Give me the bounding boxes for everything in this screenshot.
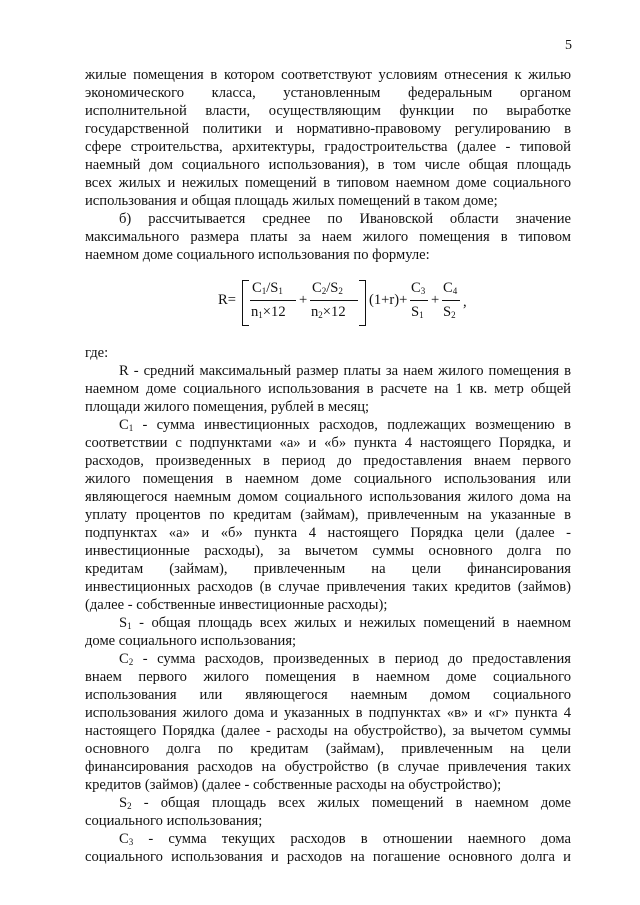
formula-left-bracket: [242, 280, 249, 326]
text-line: использования жилого дома и указанных в подпунктах «в» и «г» пункта 4: [85, 705, 571, 721]
text-line: использования или являющегося наемным домом социального: [85, 687, 571, 703]
text-line: государственной политики и нормативно-правовому регулированию в: [85, 121, 571, 137]
fraction-3-bar: [410, 300, 428, 301]
text-line: $C_1$ - сумма инвестиционных расходов, подлежащих возмещению в: [119, 417, 571, 433]
formula-comma: ,: [463, 294, 467, 310]
text-line: экономического класса, установленным федеральным органом: [85, 85, 571, 101]
text-line: $S_1$ - общая площадь всех жилых и нежилых помещений в наемном: [119, 615, 571, 631]
text-line: площади жилого помещения, рублей в месяц;: [85, 399, 370, 415]
formula: [218, 278, 478, 326]
fraction-4-numerator: $C_4$: [443, 280, 458, 296]
text-line: $C_2$ - сумма расходов, произведенных в период до предоставления: [119, 651, 571, 667]
text-line: кредитов (займов) (далее - собственные расходы на обустройство);: [85, 777, 502, 793]
text-line: основного долга по кредитам (займам), привлеченным на цели: [85, 741, 571, 757]
text-line: являющегося наемным домом социального использования жилого дома на: [85, 489, 571, 505]
text-line: жилого помещения в наемном доме социального использования или: [85, 471, 571, 487]
formula-plus: +: [299, 292, 308, 308]
text-line: где:: [85, 345, 109, 361]
formula-lhs: R=: [218, 292, 236, 308]
text-line: всех жилых и нежилых помещений в типовом наемном доме социального: [85, 175, 571, 191]
text-line: соответствии с подпунктами «а» и «б» пункта 4 настоящего Порядка, и: [85, 435, 571, 451]
text-line: максимального размера платы за наем жилого помещения в типовом: [85, 229, 571, 245]
formula-plus: +: [431, 292, 440, 308]
text-line: сфере строительства, архитектуры, градостроительства (далее - типовой: [85, 139, 571, 155]
text-line: $C_3$ - сумма текущих расходов в отношении наемного дома: [119, 831, 571, 847]
text-line: жилые помещения в котором соответствуют условиям отнесения к жилью: [85, 67, 571, 83]
text-line: финансирования расходов на обустройство (в случае привлечения таких: [85, 759, 571, 775]
text-line: б) рассчитывается среднее по Ивановской области значение: [119, 211, 571, 227]
text-line: $S_2$ - общая площадь всех жилых помещений в наемном доме: [119, 795, 571, 811]
text-line: кредитам (займам), привлеченным на цели финансирования: [85, 561, 571, 577]
formula-right-bracket: [359, 280, 366, 326]
text-line: инвестиционных расходов (в случае привлечения таких кредитов (займов): [85, 579, 571, 595]
fraction-2-numerator: $C_2/S_2$: [312, 280, 343, 296]
text-line: наемном доме социального использования в расчете на 1 кв. метр общей: [85, 381, 571, 397]
text-line: расходов, произведенных в период до предоставления внаем первого: [85, 453, 571, 469]
text-line: настоящего Порядка (далее - расходы на обустройство), за вычетом суммы: [85, 723, 571, 739]
fraction-1-numerator: $C_1/S_1$: [252, 280, 283, 296]
text-line: инвестиционные расходы), за вычетом суммы основного долга по: [85, 543, 571, 559]
fraction-1-bar: [250, 300, 296, 301]
text-line: использования и общая площадь жилых помещений в таком доме;: [85, 193, 498, 209]
fraction-4-denominator: $S_2$: [443, 304, 456, 320]
text-line: подпунктах «а» и «б» пункта 4 настоящего Порядка цели (далее -: [85, 525, 571, 541]
text-line: (далее - собственные инвестиционные расходы);: [85, 597, 388, 613]
text-line: социального использования;: [85, 813, 263, 829]
text-line: доме социального использования;: [85, 633, 297, 649]
fraction-3-denominator: $S_1$: [411, 304, 424, 320]
text-line: уплату процентов по кредитам (займам), привлеченным на указанные в: [85, 507, 571, 523]
fraction-3-numerator: $C_3$: [411, 280, 426, 296]
fraction-2-bar: [310, 300, 358, 301]
fraction-2-denominator: $n_2\times 12$: [311, 304, 346, 320]
page-number: 5: [565, 38, 572, 53]
text-line: R - средний максимальный размер платы за наем жилого помещения в: [119, 363, 571, 379]
text-line: исполнительной власти, осуществляющим функции по выработке: [85, 103, 571, 119]
text-line: социального использования и расходов на погашение основного долга и: [85, 849, 571, 865]
text-line: наемном доме социального использования по формуле:: [85, 247, 430, 263]
formula-multiplier: (1+r)+: [369, 292, 408, 308]
text-line: внаем первого жилого помещения в наемном доме социального: [85, 669, 571, 685]
text-line: наемный дом социального использования), в том числе общая площадь: [85, 157, 571, 173]
fraction-4-bar: [442, 300, 460, 301]
fraction-1-denominator: $n_1\times 12$: [251, 304, 286, 320]
